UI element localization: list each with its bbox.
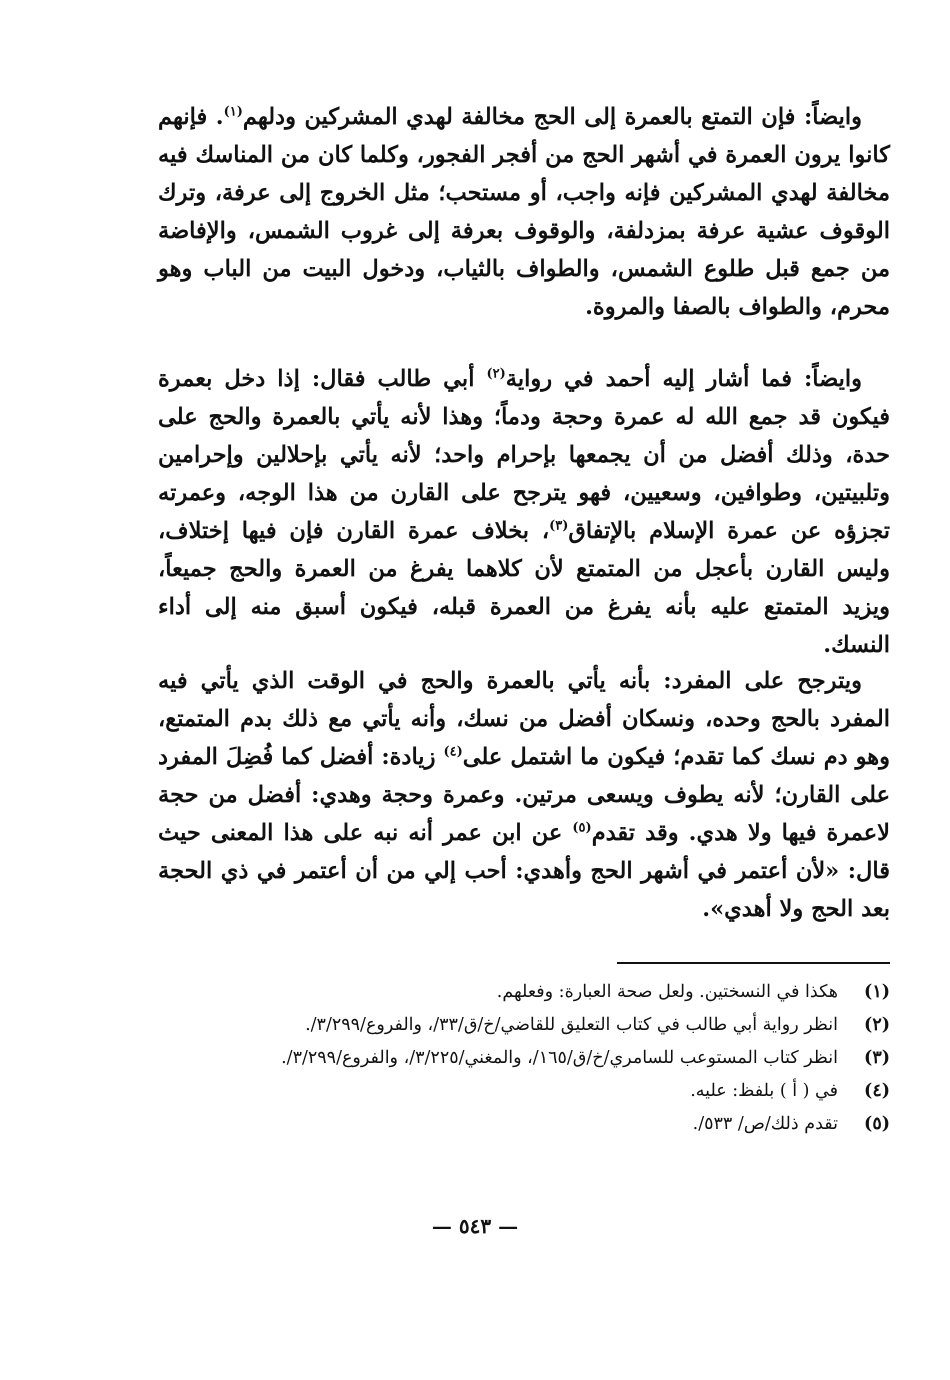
- footnote-ref-2: (٢): [486, 366, 506, 382]
- footnote-item: [158, 1075, 890, 1108]
- footnote-number: (١): [864, 982, 890, 1002]
- footnote-item: [158, 1042, 890, 1075]
- footnote-number: (٢): [864, 1015, 890, 1035]
- footnote-text: تقدم ذلك/ص/ ٥٣٣/.: [692, 1114, 838, 1134]
- footnote-ref-5: (٥): [572, 820, 592, 836]
- paragraph-text: . فإنهم كانوا يرون العمرة في أشهر الحج من أفجر الفجور، وكلما كان من المناسك فيه مخالفة لهدي المشركين فإنه واجب، أو مستحب؛ مثل الخروج إلى عرفة، وترك الوقوف عشية عرفة بمزدلفة، والوقوف بعرفة إلى غروب الشمس، والإفاضة من جمع قبل طلوع الشمس، والطواف بالثياب، ودخول البيت من الباب وهو محرم، والطواف بالصفا والمروة.: [158, 104, 890, 320]
- footnote-item: [158, 1108, 890, 1141]
- footnote-number: (٤): [864, 1081, 890, 1101]
- footnote-number: (٥): [864, 1114, 890, 1134]
- paragraph-2: [158, 360, 890, 664]
- page-number: — ٥٤٣ —: [431, 1214, 519, 1238]
- footnote-ref-1: (١): [223, 104, 243, 120]
- paragraph-text: ويترجح على المفرد: بأنه يأتي بالعمرة والحج في الوقت الذي يأتي فيه المفرد بالحج وحده، ونسكان أفضل من نسك، وأنه يأتي مع ذلك بدم المتمتع، وهو دم نسك كما تقدم؛ فيكون ما اشتمل على: [158, 668, 890, 770]
- footnote-text: انظر رواية أبي طالب في كتاب التعليق للقاضي/خ/ق/٣٣/، والفروع/٣/٢٩٩/.: [305, 1015, 838, 1035]
- paragraph-text: زيادة: أفضل كما فُضِلَ المفرد على القارن؛ لأنه يطوف ويسعى مرتين. وعمرة وحجة وهدي: أفضل من حجة لاعمرة فيها ولا هدي. وقد تقدم: [158, 744, 890, 846]
- paragraph-3: [158, 662, 890, 928]
- footnote-divider: [617, 962, 890, 964]
- footnote-text: هكذا في النسختين. ولعل صحة العبارة: وفعلهم.: [496, 982, 838, 1002]
- footnote-text: في ( أ ) بلفظ: عليه.: [690, 1081, 838, 1101]
- paragraph-1: [158, 98, 890, 326]
- footnotes: [158, 976, 890, 1141]
- paragraph-text: ، بخلاف عمرة القارن فإن فيها إختلاف، وليس القارن بأعجل من المتمتع لأن كلاهما يفرغ من العمرة والحج جميعاً، ويزيد المتمتع عليه بأنه يفرغ من العمرة قبله، فيكون أسبق منه إلى أداء النسك.: [158, 518, 890, 658]
- footnote-item: [158, 976, 890, 1009]
- footnote-ref-3: (٣): [549, 518, 569, 534]
- paragraph-text: عن ابن عمر أنه نبه على هذا المعنى حيث قال: «لأن أعتمر في أشهر الحج وأهدي: أحب إلي من أن أعتمر في ذي الحجة بعد الحج ولا أهدي».: [158, 820, 890, 922]
- footnote-number: (٣): [864, 1048, 890, 1068]
- footnote-text: انظر كتاب المستوعب للسامري/خ/ق/١٦٥/، والمغني/٣/٢٢٥/، والفروع/٣/٢٩٩/.: [281, 1048, 838, 1068]
- paragraph-text: أبي طالب فقال: إذا دخل بعمرة فيكون قد جمع الله له عمرة وحجة ودماً؛ وهذا لأنه يأتي بالعمرة والحج على حدة، وذلك أفضل من أن يجمعها بإحرام واحد؛ لأنه يأتي بإحلالين وإحرامين وتلبيتين، وطوافين، وسعيين، فهو يترجح على القارن من هذا الوجه، وعمرته تجزؤه عن عمرة الإسلام بالإتفاق: [158, 366, 890, 544]
- footnote-ref-4: (٤): [443, 744, 463, 760]
- paragraph-text: وايضاً: فإن التمتع بالعمرة إلى الحج مخالفة لهدي المشركين ودلهم: [242, 104, 862, 130]
- footnote-item: [158, 1009, 890, 1042]
- paragraph-text: وايضاً: فما أشار إليه أحمد في رواية: [505, 366, 862, 392]
